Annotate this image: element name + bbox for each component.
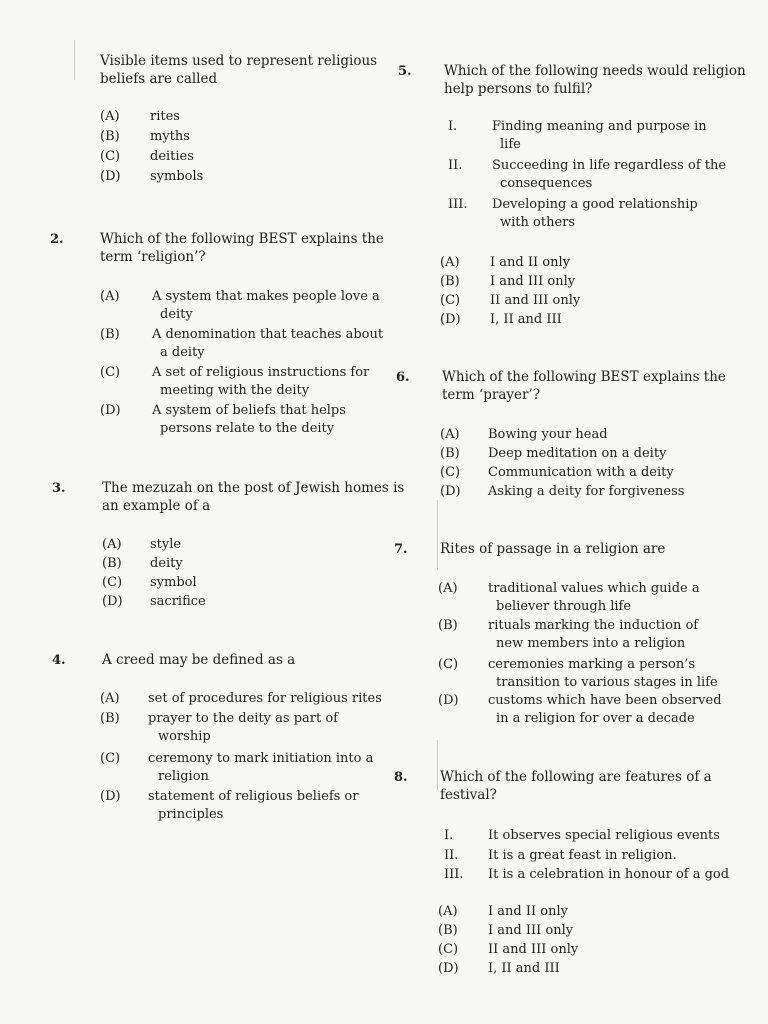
option-letter: (C)	[440, 465, 461, 480]
option-letter: (A)	[100, 691, 120, 706]
statement-text: Succeeding in life regardless of the	[492, 158, 727, 173]
option-letter: (C)	[438, 942, 459, 957]
option-text: deities	[150, 149, 194, 164]
option-text: myths	[150, 129, 190, 144]
option-text: I and III only	[488, 923, 574, 938]
question-number: 7.	[394, 542, 408, 557]
option-text: A system of beliefs that helps	[152, 403, 346, 418]
option-text: I and III only	[490, 274, 576, 289]
statement-text: Finding meaning and purpose in	[492, 119, 707, 134]
option-letter: (C)	[100, 365, 121, 380]
option-letter: (C)	[440, 293, 461, 308]
option-letter: (A)	[100, 109, 120, 124]
statement-numeral: II.	[448, 158, 463, 173]
question-number: 5.	[398, 64, 412, 79]
statement-numeral: II.	[444, 848, 459, 863]
option-text: I and II only	[490, 255, 570, 270]
option-letter: (D)	[100, 789, 121, 804]
option-text: I, II and III	[488, 961, 560, 976]
question-stem: Which of the following BEST explains the	[442, 369, 726, 385]
question-number: 4.	[52, 653, 66, 668]
question-stem: Visible items used to represent religious	[100, 53, 378, 69]
question-number: 6.	[396, 370, 410, 385]
option-letter: (A)	[100, 289, 120, 304]
option-text: sacrifice	[150, 594, 206, 609]
left-margin-rule	[74, 40, 75, 80]
option-text: religion	[158, 769, 209, 784]
question-stem: beliefs are called	[100, 71, 218, 87]
statement-text: It is a great feast in religion.	[488, 848, 677, 863]
statement-numeral: I.	[448, 119, 458, 134]
option-text: new members into a religion	[496, 636, 686, 651]
option-letter: (C)	[100, 149, 121, 164]
option-text: transition to various stages in life	[496, 675, 718, 690]
question-stem: help persons to fulfil?	[444, 81, 593, 97]
option-letter: (D)	[438, 961, 459, 976]
option-text: rites	[150, 109, 180, 124]
question-stem: festival?	[440, 787, 497, 803]
option-letter: (B)	[438, 618, 458, 633]
option-text: Asking a deity for forgiveness	[488, 484, 685, 499]
question-stem: Rites of passage in a religion are	[440, 541, 666, 557]
option-letter: (B)	[100, 129, 120, 144]
statement-text: It is a celebration in honour of a god	[488, 867, 730, 882]
option-letter: (A)	[440, 427, 460, 442]
option-text: ceremonies marking a person’s	[488, 657, 696, 672]
option-text: II and III only	[488, 942, 579, 957]
option-text: in a religion for over a decade	[496, 711, 695, 726]
option-letter: (B)	[100, 327, 120, 342]
question-stem: A creed may be defined as a	[102, 652, 296, 668]
option-letter: (D)	[440, 312, 461, 327]
option-letter: (A)	[440, 255, 460, 270]
option-text: A set of religious instructions for	[152, 365, 370, 380]
question-number: 2.	[50, 232, 64, 247]
statement-text: It observes special religious events	[488, 828, 720, 843]
option-text: Deep meditation on a deity	[488, 446, 667, 461]
option-text: Communication with a deity	[488, 465, 674, 480]
option-letter: (B)	[102, 556, 122, 571]
option-text: rituals marking the induction of	[488, 618, 699, 633]
option-letter: (D)	[100, 403, 121, 418]
option-letter: (D)	[100, 169, 121, 184]
option-text: set of procedures for religious rites	[148, 691, 382, 706]
question-number: 8.	[394, 770, 408, 785]
option-letter: (A)	[438, 581, 458, 596]
option-letter: (D)	[440, 484, 461, 499]
option-text: believer through life	[496, 599, 632, 614]
option-letter: (C)	[438, 657, 459, 672]
option-text: statement of religious beliefs or	[148, 789, 359, 804]
option-letter: (B)	[440, 274, 460, 289]
option-text: symbols	[150, 169, 204, 184]
option-text: persons relate to the deity	[160, 421, 335, 436]
statement-text: with others	[500, 215, 576, 230]
option-text: a deity	[160, 345, 205, 360]
option-text: deity	[160, 307, 193, 322]
statement-numeral: III.	[448, 197, 468, 212]
statement-text: life	[500, 137, 521, 152]
option-letter: (D)	[438, 693, 459, 708]
option-text: principles	[158, 807, 224, 822]
option-text: traditional values which guide a	[488, 581, 700, 596]
option-letter: (B)	[440, 446, 460, 461]
option-text: II and III only	[490, 293, 581, 308]
option-text: I and II only	[488, 904, 568, 919]
question-stem: Which of the following needs would religion	[444, 63, 746, 79]
option-letter: (D)	[102, 594, 123, 609]
option-letter: (A)	[102, 537, 122, 552]
option-text: meeting with the deity	[160, 383, 310, 398]
question-number: 3.	[52, 481, 66, 496]
option-text: A system that makes people love a	[152, 289, 380, 304]
statement-text: Developing a good relationship	[492, 197, 698, 212]
option-text: customs which have been observed	[488, 693, 722, 708]
option-letter: (B)	[438, 923, 458, 938]
option-letter: (C)	[100, 751, 121, 766]
question-stem: Which of the following are features of a	[440, 769, 712, 785]
question-stem: term ‘prayer’?	[442, 387, 540, 403]
statement-numeral: I.	[444, 828, 454, 843]
option-text: style	[150, 537, 182, 552]
option-text: Bowing your head	[488, 427, 608, 442]
option-letter: (C)	[102, 575, 123, 590]
question-stem: The mezuzah on the post of Jewish homes is	[102, 480, 405, 496]
option-text: deity	[150, 556, 183, 571]
question-stem: an example of a	[102, 498, 211, 514]
question-stem: term ‘religion’?	[100, 249, 206, 265]
option-letter: (B)	[100, 711, 120, 726]
column-rule	[437, 500, 438, 570]
option-letter: (A)	[438, 904, 458, 919]
option-text: prayer to the deity as part of	[148, 711, 338, 726]
question-stem: Which of the following BEST explains the	[100, 231, 384, 247]
option-text: symbol	[150, 575, 197, 590]
statement-text: consequences	[500, 176, 593, 191]
option-text: ceremony to mark initiation into a	[148, 751, 374, 766]
option-text: A denomination that teaches about	[152, 327, 384, 342]
statement-numeral: III.	[444, 867, 464, 882]
column-rule-lower	[437, 740, 438, 790]
option-text: worship	[158, 729, 211, 744]
option-text: I, II and III	[490, 312, 562, 327]
